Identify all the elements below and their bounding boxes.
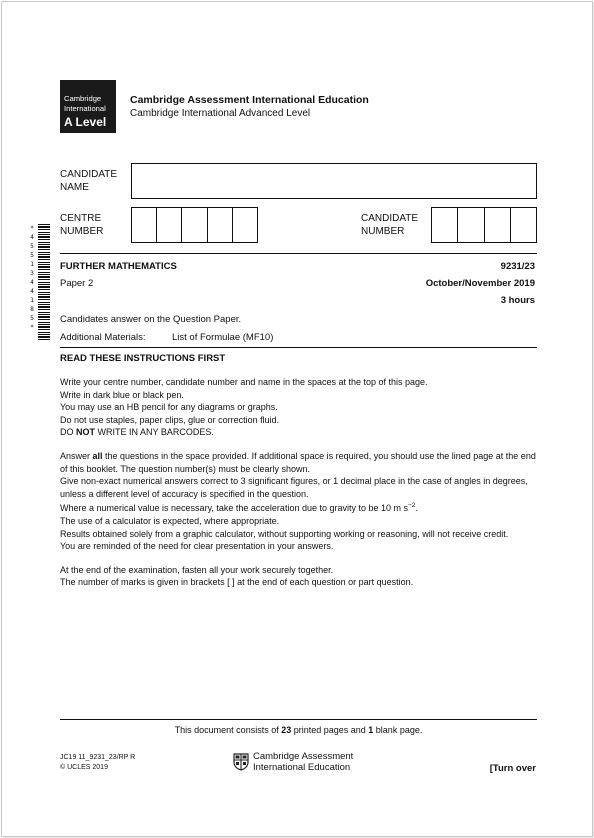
exam-session: October/November 2019 [425, 278, 535, 289]
materials-label: Additional Materials: [60, 332, 146, 343]
instruction-line: Write in dark blue or black pen. [60, 389, 184, 400]
instruction-superscript: −2 [408, 502, 416, 510]
divider [60, 347, 537, 348]
materials-value: List of Formulae (MF10) [172, 332, 274, 343]
brand-line-1: Cambridge Assessment [253, 751, 354, 762]
candidate-number-cell[interactable] [458, 208, 484, 242]
barcode-bars [38, 224, 50, 342]
syllabus-code: 9231/23 [500, 261, 535, 272]
logo-line-3: A Level [64, 115, 107, 129]
instruction-text: DO [60, 427, 77, 438]
instruction-line: At the end of the examination, fasten all your work securely together. [60, 564, 334, 575]
centre-number-cell[interactable] [208, 208, 233, 242]
brand-text [253, 751, 353, 773]
instruction-line-barcodes [60, 426, 536, 439]
instructions-heading: READ THESE INSTRUCTIONS FIRST [60, 353, 226, 364]
barcode-number-text: *4551344185* [30, 225, 34, 331]
instruction-text: Answer [60, 450, 93, 461]
instruction-line: The use of a calculator is expected, where appropriate. [60, 515, 280, 526]
candidate-number-label: CANDIDATE NUMBER [361, 213, 419, 237]
instruction-line: The number of marks is given in brackets [ ] at the end of each question or part question. [60, 577, 414, 588]
instruction-line: Write your centre number, candidate number and name in the spaces at the top of this page. [60, 377, 428, 387]
organisation-name: Cambridge Assessment International Education [130, 94, 369, 106]
instruction-text: . [415, 503, 418, 514]
turn-over: [Turn over [489, 763, 536, 774]
instruction-line: Do not use staples, paper clips, glue or correction fluid. [60, 414, 280, 425]
logo-line-1: Cambridge [64, 94, 102, 103]
centre-number-cell[interactable] [182, 208, 207, 242]
instruction-line-gravity [60, 500, 536, 515]
candidate-number-cell[interactable] [485, 208, 511, 242]
divider [60, 719, 537, 720]
instruction-text: the questions in the space provided. If additional space is required, you should use the lined page at the end of this booklet. The question number(s) must be clearly shown. [60, 450, 536, 474]
cambridge-a-level-logo [60, 80, 116, 133]
barcode [31, 224, 51, 342]
instruction-line-answer-all [60, 450, 536, 475]
subject-title: FURTHER MATHEMATICS [60, 261, 177, 272]
instruction-text: Where a numerical value is necessary, take the acceleration due to gravity to be 10 m s [60, 503, 409, 514]
candidate-name-label: CANDIDATE NAME [60, 169, 118, 193]
instruction-text: WRITE IN ANY BARCODES. [95, 427, 214, 438]
brand-line-2: International Education [253, 762, 351, 773]
copyright-notice: © UCLES 2019 [60, 764, 108, 771]
cambridge-crest-icon [233, 753, 249, 771]
instructions-body [60, 376, 536, 589]
instruction-emphasis: NOT [76, 427, 96, 438]
centre-number-cell[interactable] [233, 208, 258, 242]
cambridge-assessment-brand [233, 751, 353, 773]
instruction-emphasis: all [92, 450, 103, 461]
page-count-text: This document consists of [174, 725, 282, 735]
page-count-note [60, 725, 537, 735]
centre-number-label: CENTRE NUMBER [60, 213, 104, 237]
page-count-number: 23 [281, 725, 292, 735]
logo-line-2: International [64, 104, 106, 113]
exam-duration: 3 hours [500, 295, 535, 306]
candidate-number-cell[interactable] [432, 208, 458, 242]
instruction-line: Give non-exact numerical answers correct to 3 significant figures, or 1 decimal place in the case of angles in degrees, unless a different level of accuracy is specified in the question. [60, 476, 528, 499]
barcode-number [27, 224, 37, 342]
candidate-number-field[interactable] [431, 207, 537, 243]
footer-reference [60, 753, 135, 773]
document-reference: JC19 11_9231_23/RP R [60, 754, 136, 761]
instruction-line: Results obtained solely from a graphic calculator, without supporting working or reasoning, will not receive credit. [60, 528, 509, 539]
blank-page-count: 1 [368, 725, 374, 735]
centre-number-cell[interactable] [157, 208, 182, 242]
qualification-name: Cambridge International Advanced Level [130, 108, 311, 119]
instruction-line: You may use an HB pencil for any diagrams or graphs. [60, 402, 278, 413]
page-count-text: printed pages and [291, 725, 369, 735]
centre-number-field[interactable] [131, 207, 258, 243]
instruction-line: You are reminded of the need for clear presentation in your answers. [60, 541, 334, 552]
answer-note: Candidates answer on the Question Paper. [60, 314, 242, 325]
divider [60, 253, 537, 254]
paper-number: Paper 2 [60, 278, 94, 289]
candidate-name-field[interactable] [131, 163, 537, 199]
centre-number-cell[interactable] [132, 208, 157, 242]
page-count-text: blank page. [373, 725, 423, 735]
candidate-number-cell[interactable] [511, 208, 537, 242]
